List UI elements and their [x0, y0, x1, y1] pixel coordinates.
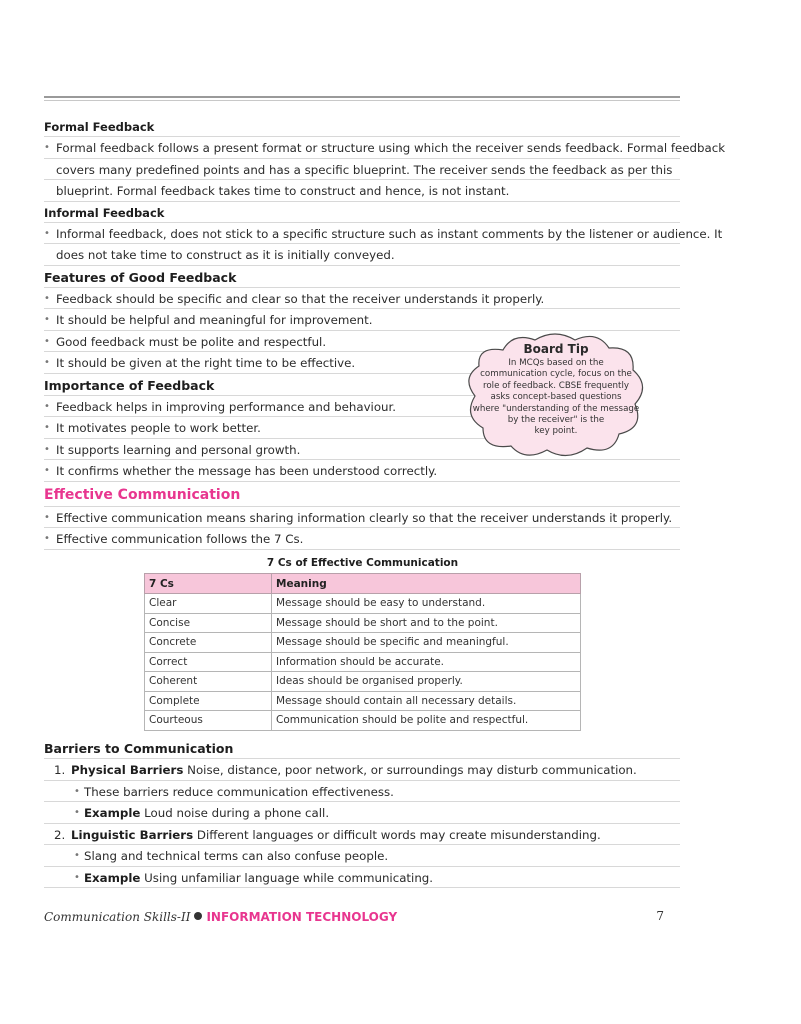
importance-item-2: • It motivates people to work better.	[44, 417, 526, 439]
table-header-row	[145, 574, 581, 594]
effective-item-2: • Effective communication follows the 7 Cs.	[44, 528, 680, 550]
page-number: 7	[656, 909, 664, 923]
table-header-cell: Meaning	[272, 574, 581, 594]
formal-feedback-line-3: blueprint. Formal feedback takes time to construct and hence, is not instant.	[44, 180, 680, 202]
barrier-text: Different languages or difficult words may create misunderstanding.	[193, 827, 601, 842]
barrier-sub-text: These barriers reduce communication effectiveness.	[84, 784, 394, 799]
board-tip-line: communication cycle, focus on the	[480, 369, 632, 380]
table-cell: Concise	[145, 613, 272, 633]
barrier-sub-text: Using unfamiliar language while communicating.	[140, 870, 434, 885]
seven-cs-table-block	[144, 554, 581, 731]
board-tip-callout	[463, 330, 649, 458]
example-label: Example	[84, 806, 141, 820]
informal-feedback-line-2: does not take time to construct as it is initially conveyed.	[44, 244, 680, 266]
table-row	[145, 711, 581, 731]
footer-subject: Communication Skills-II	[44, 910, 191, 924]
barriers-section	[44, 737, 680, 888]
top-rule-thin	[44, 100, 680, 101]
barrier-number: 1.	[54, 763, 66, 777]
table-cell: Message should be easy to understand.	[272, 594, 581, 614]
table-header-cell: 7 Cs	[145, 574, 272, 594]
table-cell: Message should be short and to the point.	[272, 613, 581, 633]
table-cell: Complete	[145, 691, 272, 711]
table-row	[145, 594, 581, 614]
table-cell: Concrete	[145, 633, 272, 653]
barrier-title: Linguistic Barriers	[71, 827, 194, 842]
importance-item-1: • Feedback helps in improving performance and behaviour.	[44, 396, 526, 418]
board-tip-line: asks concept-based questions	[490, 392, 622, 403]
barrier-text: Noise, distance, poor network, or surroundings may disturb communication.	[183, 763, 637, 777]
features-item-1: • Feedback should be specific and clear so that the receiver understands it properly.	[44, 288, 680, 310]
barrier-item-linguistic	[44, 824, 680, 846]
page-footer	[44, 906, 664, 926]
barrier-sub-item	[44, 781, 680, 803]
informal-feedback-heading: Informal Feedback	[44, 202, 680, 223]
bullet-dot-icon	[194, 912, 202, 920]
barrier-sub-text: Slang and technical terms can also confuse people.	[84, 849, 389, 863]
board-tip-line: where "understanding of the message	[472, 403, 640, 414]
barrier-sub-text: Loud noise during a phone call.	[140, 806, 330, 820]
table-cell: Information should be accurate.	[272, 652, 581, 672]
effective-item-1: • Effective communication means sharing information clearly so that the receiver understands it properly.	[44, 507, 680, 529]
formal-feedback-line-1: • Formal feedback follows a present format or structure using which the receiver sends feedback. Formal feedback	[44, 137, 680, 159]
table-row	[145, 652, 581, 672]
board-tip-line: key point.	[534, 426, 578, 437]
features-item-4: • It should be given at the right time to be effective.	[44, 352, 526, 374]
table-row	[145, 633, 581, 653]
importance-item-3: • It supports learning and personal growth.	[44, 439, 680, 461]
barrier-sub-item	[44, 802, 680, 824]
top-rule	[44, 96, 680, 98]
board-tip-text	[463, 358, 649, 438]
features-item-3: • Good feedback must be polite and respectful.	[44, 331, 526, 353]
table-cell: Courteous	[145, 711, 272, 731]
barrier-sub-item	[44, 845, 680, 867]
table-cell: Correct	[145, 652, 272, 672]
barrier-number: 2.	[54, 827, 66, 842]
barriers-heading: Barriers to Communication	[44, 737, 680, 759]
footer-brand: INFORMATION TECHNOLOGY	[206, 910, 398, 924]
table-cell: Communication should be polite and respectful.	[272, 711, 581, 731]
example-label: Example	[84, 870, 141, 885]
importance-item-4: • It confirms whether the message has been understood correctly.	[44, 460, 680, 482]
importance-heading: Importance of Feedback	[44, 374, 514, 396]
informal-feedback-line-1: • Informal feedback, does not stick to a specific structure such as instant comments by the listener or audience. It	[44, 223, 680, 245]
features-heading: Features of Good Feedback	[44, 266, 680, 288]
table-cell: Clear	[145, 594, 272, 614]
table-cell: Coherent	[145, 672, 272, 692]
board-tip-line: by the receiver" is the	[507, 415, 605, 426]
board-tip-line: role of feedback. CBSE frequently	[482, 380, 630, 391]
effective-communication-heading: Effective Communication	[44, 482, 680, 507]
table-cell: Ideas should be organised properly.	[272, 672, 581, 692]
barrier-item-physical	[44, 759, 680, 781]
features-item-2: • It should be helpful and meaningful for improvement.	[44, 309, 680, 331]
table-cell: Message should contain all necessary details.	[272, 691, 581, 711]
table-caption: 7 Cs of Effective Communication	[266, 557, 459, 569]
seven-cs-table	[144, 573, 581, 731]
barrier-title: Physical Barriers	[71, 763, 184, 777]
table-row	[145, 613, 581, 633]
barrier-sub-item	[44, 867, 680, 889]
formal-feedback-heading: Formal Feedback	[44, 116, 680, 137]
board-tip-title: Board Tip	[523, 342, 589, 356]
table-row	[145, 672, 581, 692]
board-tip-line: In MCQs based on the	[508, 358, 604, 368]
table-row	[145, 691, 581, 711]
table-cell: Message should be specific and meaningful.	[272, 633, 581, 653]
formal-feedback-line-2: covers many predefined points and has a specific blueprint. The receiver sends the feedback as per this	[44, 159, 680, 181]
